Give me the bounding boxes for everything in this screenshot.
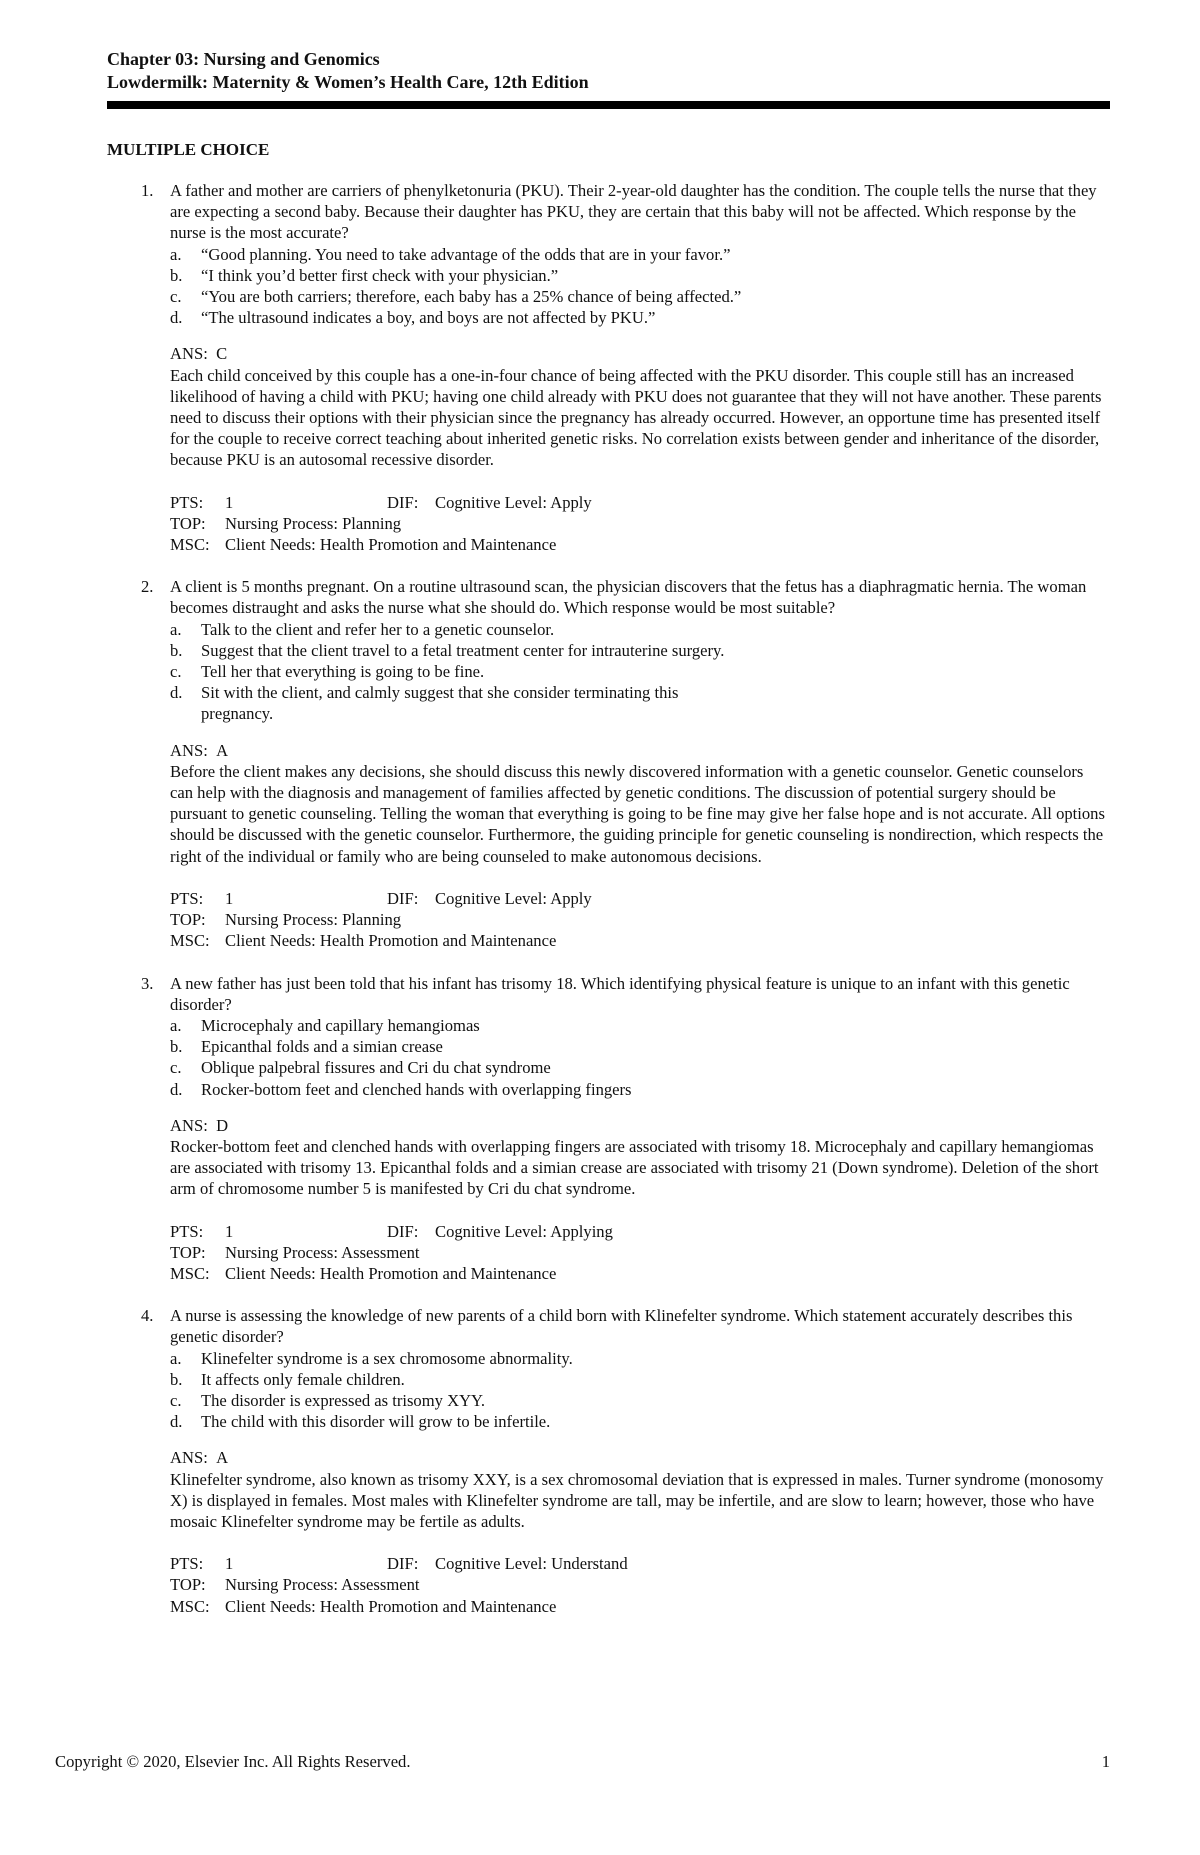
option-b: b. “I think you’d better first check with your physician.”: [170, 265, 559, 285]
answer: ANS: C: [170, 344, 228, 364]
page-header: [107, 48, 1110, 94]
answer: ANS: A: [170, 1448, 229, 1468]
answer: ANS: D: [170, 1115, 229, 1135]
section-title: MULTIPLE CHOICE: [107, 140, 270, 159]
option-a: a. “Good planning. You need to take advantage of the odds that are in your favor.”: [170, 244, 731, 264]
option-b: b. Suggest that the client travel to a fetal treatment center for intrauterine surgery.: [170, 640, 725, 660]
question-metadata: PTS: 1 DIF: Cognitive Level: Apply TOP: Nursing Process: Planning MSC: Client Needs: Health Promotion and Maintenance: [170, 888, 592, 951]
rationale: Before the client makes any decisions, she should discuss this newly discovered information with a genetic counselor. Genetic counselors can help with the diagnosis and management of families affected by genetic conditions. The discussion of potential surgery should be pursuant to genetic counseling. Telling the woman that everything is going to be fine may give her false hope and is not accurate. All options should be discussed with the genetic counselor. Furthermore, the guiding principle for genetic counseling is nondirection, which respects the right of the individual or family who are being counseled to make autonomous decisions.: [170, 761, 1105, 866]
answer-letter: A: [216, 740, 229, 760]
question-metadata: PTS: 1 DIF: Cognitive Level: Applying TOP: Nursing Process: Assessment MSC: Client Needs: Health Promotion and Maintenance: [170, 1221, 613, 1283]
option-c: c. Tell her that everything is going to be fine.: [170, 662, 485, 682]
option-a: a. Talk to the client and refer her to a genetic counselor.: [170, 619, 555, 639]
rationale: Each child conceived by this couple has a one-in-four chance of being affected with the PKU disorder. This couple still has an increased likelihood of having a child with PKU; having one child already with PKU does not guarantee that they will not have another. These parents need to discuss their options with their physician since the pregnancy has already occurred. However, an opportune time has presented itself for the couple to receive correct teaching about inherited genetic risks. No correlation exists between gender and inheritance of the disorder, because PKU is an autosomal recessive disorder.: [170, 365, 1102, 470]
question-number: 3.: [141, 973, 154, 993]
question-2: [107, 576, 1110, 951]
option-d: d. Sit with the client, and calmly suggest that she consider terminating this pregnancy.: [170, 683, 679, 724]
option-c: c. The disorder is expressed as trisomy XYY.: [170, 1390, 486, 1410]
answer-letter: D: [216, 1115, 229, 1135]
rationale: Klinefelter syndrome, also known as trisomy XXY, is a sex chromosomal deviation that is expressed in males. Turner syndrome (monosomy X) is displayed in females. Most males with Klinefelter syndrome are tall, may be infertile, and are slow to learn; however, those who have mosaic Klinefelter syndrome may be fertile as adults.: [170, 1469, 1104, 1531]
question-number: 4.: [141, 1306, 154, 1326]
question-metadata: PTS: 1 DIF: Cognitive Level: Apply TOP: Nursing Process: Planning MSC: Client Needs: Health Promotion and Maintenance: [170, 492, 592, 555]
rationale: Rocker-bottom feet and clenched hands with overlapping fingers are associated with trisomy 18. Microcephaly and capillary hemangiomas are associated with trisomy 13. Epicanthal folds and a simian crease are associated with trisomy 21 (Down syndrome). Deletion of the short arm of chromosome number 5 is manifested by Cri du chat syndrome.: [170, 1136, 1099, 1199]
question-number: 2.: [141, 577, 154, 597]
question-number: 1.: [141, 181, 154, 200]
chapter-title: Chapter 03: Nursing and Genomics: [107, 49, 380, 69]
question-list: [107, 180, 1110, 1638]
copyright-notice: Copyright © 2020, Elsevier Inc. All Rights Reserved.: [55, 1752, 411, 1771]
option-c: c. Oblique palpebral fissures and Cri du chat syndrome: [170, 1058, 551, 1078]
question-stem: A new father has just been told that his infant has trisomy 18. Which identifying physical feature is unique to an infant with this genetic disorder?: [170, 973, 1070, 1014]
question-1: [107, 180, 1110, 555]
answer-letter: A: [216, 1448, 229, 1468]
answer-letter: C: [216, 344, 228, 364]
question-stem: A client is 5 months pregnant. On a routine ultrasound scan, the physician discovers that the fetus has a diaphragmatic hernia. The woman becomes distraught and asks the nurse what she should do. Which response would be most suitable?: [170, 577, 1087, 618]
question-3: [107, 973, 1110, 1285]
option-a: a. Klinefelter syndrome is a sex chromosome abnormality.: [170, 1348, 573, 1368]
option-b: b. Epicanthal folds and a simian crease: [170, 1037, 443, 1057]
option-b: b. It affects only female children.: [170, 1369, 405, 1389]
option-c: c. “You are both carriers; therefore, each baby has a 25% chance of being affected.”: [170, 287, 742, 307]
answer: ANS: A: [170, 740, 229, 760]
option-d: d. “The ultrasound indicates a boy, and boys are not affected by PKU.”: [170, 308, 656, 328]
page-number: 1: [1101, 1752, 1110, 1771]
question-metadata: PTS: 1 DIF: Cognitive Level: Understand TOP: Nursing Process: Assessment MSC: Client Needs: Health Promotion and Maintenance: [170, 1554, 628, 1616]
question-stem: A father and mother are carriers of phenylketonuria (PKU). Their 2-year-old daughter has the condition. The couple tells the nurse that they are expecting a second baby. Because their daughter has PKU, they are certain that this baby will not be affected. Which response by the nurse is the most accurate?: [170, 181, 1097, 243]
option-d: d. The child with this disorder will grow to be infertile.: [170, 1412, 551, 1432]
page-footer: [55, 1752, 1110, 1772]
option-a: a. Microcephaly and capillary hemangiomas: [170, 1015, 480, 1035]
book-title: Lowdermilk: Maternity & Women’s Health Care, 12th Edition: [107, 72, 589, 92]
question-4: [107, 1305, 1110, 1617]
header-rule: [107, 101, 1110, 109]
option-d: d. Rocker-bottom feet and clenched hands with overlapping fingers: [170, 1079, 632, 1099]
question-stem: A nurse is assessing the knowledge of new parents of a child born with Klinefelter syndrome. Which statement accurately describes this genetic disorder?: [170, 1306, 1073, 1347]
